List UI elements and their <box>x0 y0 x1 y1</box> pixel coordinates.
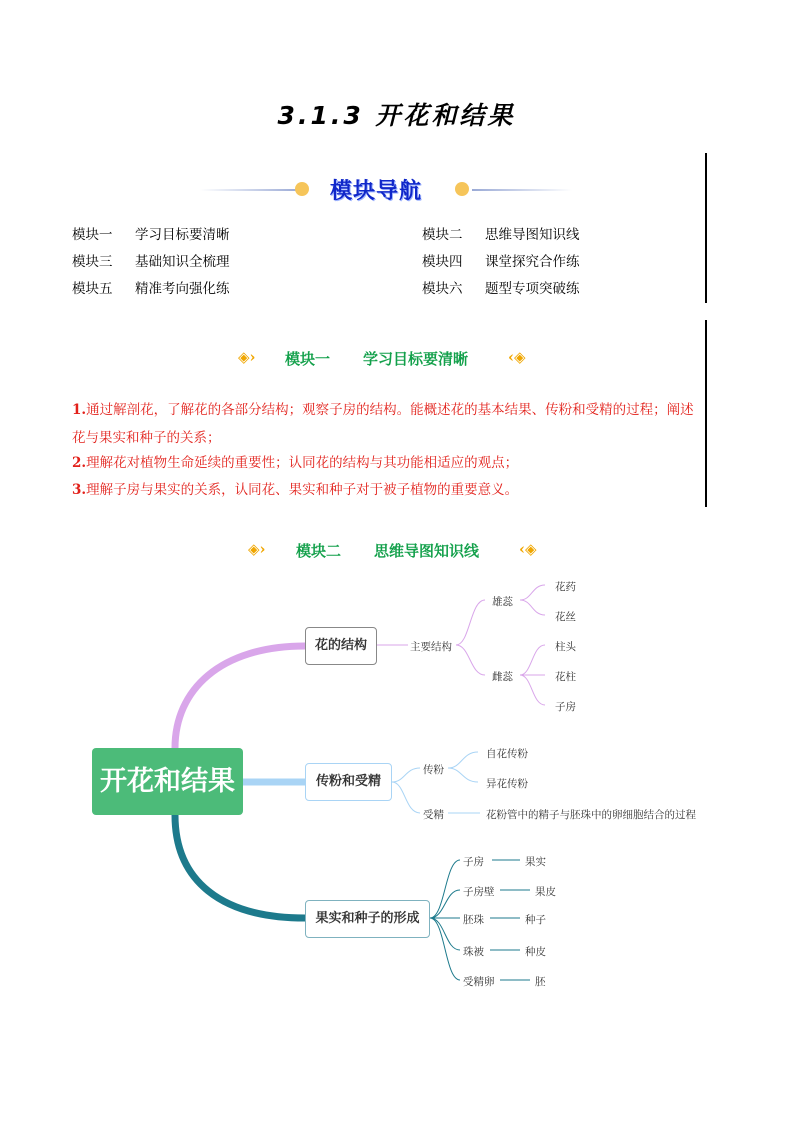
mindmap-node: 果皮 <box>535 886 556 898</box>
page-title: 3.1.3 开花和结果 <box>277 101 516 130</box>
nav-item[interactable]: 模块一 学习目标要清晰 <box>72 227 230 243</box>
diamond-icon: ◈› <box>238 348 256 366</box>
diamond-icon: ‹◈ <box>519 540 537 558</box>
section1-label: 学习目标要清晰 <box>363 350 469 368</box>
nav-item[interactable]: 模块六 题型专项突破练 <box>422 281 580 297</box>
section2-label: 思维导图知识线 <box>374 542 480 560</box>
mindmap-node: 种子 <box>525 914 546 926</box>
mindmap-node: 雌蕊 <box>492 671 513 683</box>
mindmap-node: 子房 <box>463 856 484 868</box>
mindmap-node: 种皮 <box>525 946 546 958</box>
mindmap-node: 受精 <box>423 809 444 821</box>
mindmap-root: 开花和结果 <box>92 748 243 815</box>
mindmap-branch-formation: 果实和种子的形成 <box>305 900 430 938</box>
section1-num: 模块一 <box>285 350 331 368</box>
nav-item[interactable]: 模块四 课堂探究合作练 <box>422 254 580 270</box>
mindmap-node: 花粉管中的精子与胚珠中的卵细胞结合的过程 <box>486 809 696 821</box>
mindmap-node: 雄蕊 <box>492 596 513 608</box>
mindmap-node: 胚 <box>535 976 546 988</box>
nav-item[interactable]: 模块三 基础知识全梳理 <box>72 254 230 270</box>
diamond-icon: ‹◈ <box>508 348 526 366</box>
section2-num: 模块二 <box>296 542 342 560</box>
mindmap-node: 花丝 <box>555 611 576 623</box>
mindmap-node: 珠被 <box>463 946 484 958</box>
nav-heading: 模块导航 <box>330 179 423 204</box>
mindmap-node: 子房 <box>555 701 576 713</box>
mindmap-node: 主要结构 <box>410 641 452 653</box>
mindmap-node: 胚珠 <box>463 914 484 926</box>
mindmap-branch-pollination: 传粉和受精 <box>305 763 392 801</box>
mindmap-node: 传粉 <box>423 764 444 776</box>
diamond-icon: ◈› <box>248 540 266 558</box>
mindmap-node: 异花传粉 <box>486 778 528 790</box>
mindmap-node: 子房壁 <box>463 886 495 898</box>
mindmap-node: 花药 <box>555 581 576 593</box>
mindmap-node: 果实 <box>525 856 546 868</box>
nav-item[interactable]: 模块二 思维导图知识线 <box>422 227 580 243</box>
nav-item[interactable]: 模块五 精准考向强化练 <box>72 281 230 297</box>
goal-3: 3.理解子房与果实的关系，认同花、果实和种子对于被子植物的重要意义。 <box>72 482 519 498</box>
mindmap-node: 花柱 <box>555 671 576 683</box>
mindmap-node: 自花传粉 <box>486 748 528 760</box>
mindmap-branch-structure: 花的结构 <box>305 627 377 665</box>
goal-1: 1.通过解剖花，了解花的各部分结构；观察子房的结构。能概述花的基本结果、传粉和受精的过程；阐述花与果实和种子的关系； <box>72 402 694 446</box>
goal-2: 2.理解花对植物生命延续的重要性；认同花的结构与其功能相适应的观点； <box>72 455 519 471</box>
mindmap-node: 柱头 <box>555 641 576 653</box>
mindmap-node: 受精卵 <box>463 976 495 988</box>
